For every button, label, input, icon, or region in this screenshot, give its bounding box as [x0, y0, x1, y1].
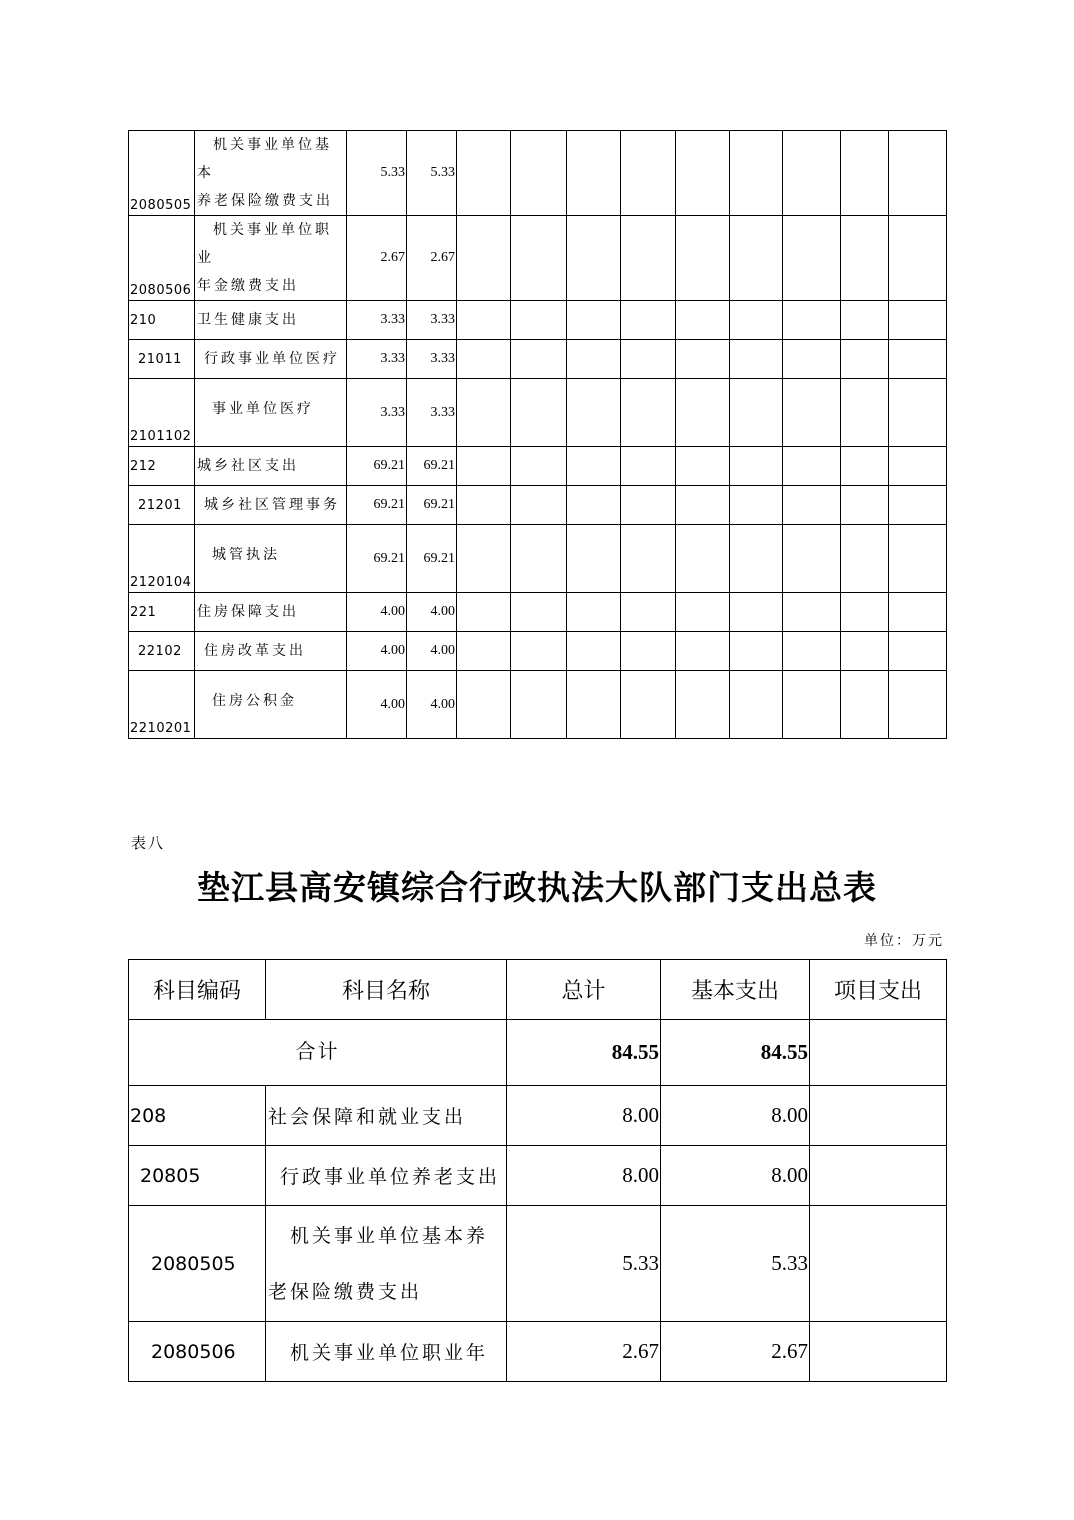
value-cell: 2.67	[407, 216, 457, 301]
table-row	[129, 593, 947, 632]
table-row	[129, 1146, 947, 1206]
total-row	[129, 1020, 947, 1086]
value-cell: 4.00	[407, 671, 457, 739]
value-cell: 4.00	[347, 671, 407, 739]
value-cell: 69.21	[347, 486, 407, 525]
table-row	[129, 671, 947, 739]
subject-name: 机关事业单位职业 年金缴费支出	[195, 216, 347, 301]
table-row	[129, 525, 947, 593]
value-cell: 4.00	[347, 632, 407, 671]
subject-code: 212	[129, 447, 195, 486]
value-cell: 3.33	[407, 340, 457, 379]
value-cell: 69.21	[407, 486, 457, 525]
column-header-project: 项目支出	[810, 960, 947, 1020]
subject-name: 住房保障支出	[195, 593, 347, 632]
subject-name: 行政事业单位养老支出	[266, 1146, 507, 1206]
project-value	[810, 1206, 947, 1322]
table-row	[129, 447, 947, 486]
subject-name: 社会保障和就业支出	[266, 1086, 507, 1146]
value-cell: 4.00	[407, 632, 457, 671]
subject-code: 2080506	[129, 216, 195, 301]
subject-name: 行政事业单位医疗	[195, 340, 347, 379]
value-cell: 69.21	[347, 525, 407, 593]
table-row	[129, 216, 947, 301]
subject-code: 2101102	[129, 379, 195, 447]
subject-code: 2120104	[129, 525, 195, 593]
value-cell: 69.21	[347, 447, 407, 486]
basic-value: 5.33	[661, 1206, 810, 1322]
subject-name: 事业单位医疗	[195, 379, 347, 447]
total-value: 8.00	[507, 1146, 661, 1206]
value-cell: 4.00	[347, 593, 407, 632]
subject-code: 20805	[129, 1146, 266, 1206]
subject-code: 21201	[129, 486, 195, 525]
column-header-basic: 基本支出	[661, 960, 810, 1020]
value-cell: 5.33	[407, 131, 457, 216]
basic-value: 2.67	[661, 1322, 810, 1382]
value-cell: 3.33	[407, 379, 457, 447]
subject-name: 卫生健康支出	[195, 301, 347, 340]
column-header-total: 总计	[507, 960, 661, 1020]
table-row	[129, 379, 947, 447]
subject-name: 机关事业单位基本养 老保险缴费支出	[266, 1206, 507, 1322]
table-row	[129, 340, 947, 379]
continued-expenditure-table	[128, 130, 947, 739]
subject-name: 机关事业单位职业年	[266, 1322, 507, 1382]
department-expenditure-summary-table	[128, 959, 947, 1382]
total-label: 合计	[129, 1020, 507, 1086]
total-value: 2.67	[507, 1322, 661, 1382]
total-value: 84.55	[507, 1020, 661, 1086]
table-header-row	[129, 960, 947, 1020]
project-value	[810, 1322, 947, 1382]
table-row	[129, 632, 947, 671]
total-value: 5.33	[507, 1206, 661, 1322]
subject-code: 208	[129, 1086, 266, 1146]
subject-code: 2080506	[129, 1322, 266, 1382]
basic-value: 84.55	[661, 1020, 810, 1086]
subject-code: 21011	[129, 340, 195, 379]
total-value: 8.00	[507, 1086, 661, 1146]
project-value	[810, 1020, 947, 1086]
table-row	[129, 1322, 947, 1382]
table-row	[129, 1206, 947, 1322]
basic-value: 8.00	[661, 1146, 810, 1206]
table-row	[129, 1086, 947, 1146]
value-cell: 3.33	[347, 340, 407, 379]
subject-code: 210	[129, 301, 195, 340]
subject-name: 机关事业单位基本 养老保险缴费支出	[195, 131, 347, 216]
subject-code: 2080505	[129, 131, 195, 216]
basic-value: 8.00	[661, 1086, 810, 1146]
subject-code: 2080505	[129, 1206, 266, 1322]
table-row	[129, 301, 947, 340]
table-row	[129, 486, 947, 525]
unit-label: 单位：万元	[864, 933, 944, 949]
column-header-code: 科目编码	[129, 960, 266, 1020]
value-cell: 69.21	[407, 525, 457, 593]
value-cell: 2.67	[347, 216, 407, 301]
subject-code: 2210201	[129, 671, 195, 739]
column-header-name: 科目名称	[266, 960, 507, 1020]
subject-name: 城乡社区管理事务	[195, 486, 347, 525]
value-cell: 3.33	[407, 301, 457, 340]
project-value	[810, 1086, 947, 1146]
project-value	[810, 1146, 947, 1206]
value-cell: 69.21	[407, 447, 457, 486]
subject-name: 住房公积金	[195, 671, 347, 739]
value-cell: 4.00	[407, 593, 457, 632]
subject-name: 住房改革支出	[195, 632, 347, 671]
value-cell: 5.33	[347, 131, 407, 216]
subject-code: 221	[129, 593, 195, 632]
table-row	[129, 131, 947, 216]
value-cell: 3.33	[347, 301, 407, 340]
table-number-label: 表八	[131, 834, 166, 852]
value-cell: 3.33	[347, 379, 407, 447]
subject-name: 城管执法	[195, 525, 347, 593]
subject-code: 22102	[129, 632, 195, 671]
page-title: 垫江县高安镇综合行政执法大队部门支出总表	[197, 868, 877, 907]
subject-name: 城乡社区支出	[195, 447, 347, 486]
